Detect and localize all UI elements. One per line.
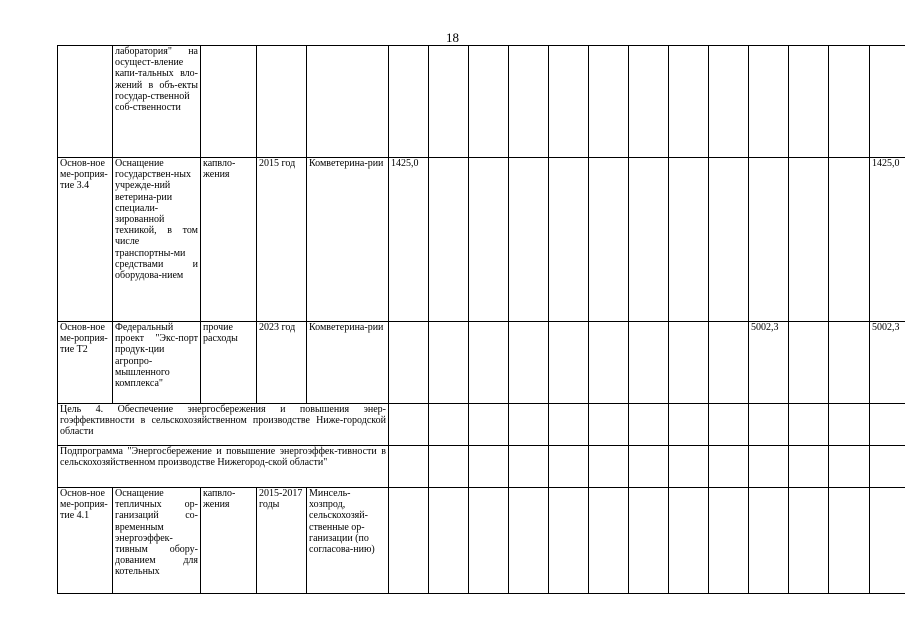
cell-value — [509, 488, 549, 594]
cell-value — [829, 46, 870, 158]
table-row-3-4 — [58, 158, 905, 322]
cell-value — [629, 158, 669, 322]
table-row-4-1 — [58, 488, 905, 594]
cell-value — [549, 46, 589, 158]
cell-value — [709, 446, 749, 488]
cell-value — [829, 158, 870, 322]
cell-value — [589, 404, 629, 446]
cell-period: 2023 год — [257, 322, 307, 404]
cell-value — [789, 46, 829, 158]
cell-value — [709, 488, 749, 594]
cell-funding — [201, 46, 257, 158]
cell-value — [389, 46, 429, 158]
cell-value — [549, 158, 589, 322]
cell-executor: Комветерина-рии — [307, 322, 389, 404]
cell-value — [669, 46, 709, 158]
cell-description: Федеральный проект "Экс-порт продук-ции агропро-мышленного комплекса" — [113, 322, 201, 404]
table-row-subprogram — [58, 446, 905, 488]
cell-value — [429, 46, 469, 158]
cell-value — [749, 488, 789, 594]
cell-total — [870, 446, 905, 488]
cell-total: 5002,3 — [870, 322, 905, 404]
cell-value — [429, 488, 469, 594]
cell-value — [429, 446, 469, 488]
cell-value — [789, 322, 829, 404]
cell-funding: капвло-жения — [201, 158, 257, 322]
cell-value — [469, 446, 509, 488]
cell-value — [789, 488, 829, 594]
cell-executor: Минсель-хозпрод, сельскохозяй-ственные ор-ганизации (по согласова-нию) — [307, 488, 389, 594]
cell-value — [669, 446, 709, 488]
cell-funding: прочие расходы — [201, 322, 257, 404]
cell-value — [709, 46, 749, 158]
cell-value — [469, 404, 509, 446]
cell-value — [469, 46, 509, 158]
cell-value — [669, 158, 709, 322]
cell-value — [749, 404, 789, 446]
cell-value: 5002,3 — [749, 322, 789, 404]
cell-value — [389, 404, 429, 446]
cell-event-id: Основ-ное ме-роприя-тие Т2 — [58, 322, 113, 404]
cell-executor: Комветерина-рии — [307, 158, 389, 322]
cell-col1 — [58, 46, 113, 158]
cell-value — [669, 404, 709, 446]
cell-total — [870, 404, 905, 446]
cell-event-id: Основ-ное ме-роприя-тие 4.1 — [58, 488, 113, 594]
cell-description: Оснащение государствен-ных учрежде-ний ветерина-рии специали-зированной техникой, в том числе транспортны-ми средствами и оборудова-нием — [113, 158, 201, 322]
cell-value — [789, 158, 829, 322]
table-row-continuation — [58, 46, 905, 158]
cell-value — [789, 446, 829, 488]
cell-value: 1425,0 — [389, 158, 429, 322]
cell-event-id: Основ-ное ме-роприя-тие 3.4 — [58, 158, 113, 322]
cell-value — [509, 322, 549, 404]
cell-value — [549, 488, 589, 594]
cell-value — [589, 446, 629, 488]
cell-value — [389, 446, 429, 488]
cell-value — [589, 488, 629, 594]
cell-period: 2015-2017 годы — [257, 488, 307, 594]
cell-value — [749, 46, 789, 158]
cell-value — [509, 404, 549, 446]
cell-value — [829, 488, 870, 594]
table-row-t2 — [58, 322, 905, 404]
cell-funding: капвло-жения — [201, 488, 257, 594]
cell-value — [669, 488, 709, 594]
cell-value — [749, 446, 789, 488]
cell-value — [629, 46, 669, 158]
cell-value — [469, 158, 509, 322]
cell-total: 1425,0 — [870, 158, 905, 322]
cell-value — [829, 322, 870, 404]
goal-heading: Цель 4. Обеспечение энергосбережения и повышения энер-гоэффективности в сельскохозяйственном производстве Ниже-городской области — [58, 404, 389, 446]
cell-period — [257, 46, 307, 158]
cell-value — [589, 46, 629, 158]
cell-value — [629, 446, 669, 488]
cell-value — [469, 488, 509, 594]
cell-value — [709, 158, 749, 322]
cell-value — [709, 404, 749, 446]
cell-value — [549, 404, 589, 446]
table-row-goal-4 — [58, 404, 905, 446]
cell-value — [789, 404, 829, 446]
cell-executor — [307, 46, 389, 158]
subprogram-heading: Подпрограмма "Энергосбережение и повышение энергоэффек-тивности в сельскохозяйственном производстве Нижегород-ской области" — [58, 446, 389, 488]
cell-total — [870, 488, 905, 594]
cell-value — [509, 46, 549, 158]
cell-description: Оснащение тепличных ор-ганизаций со-временным энергоэффек-тивным обору-дованием для котельных — [113, 488, 201, 594]
cell-value — [389, 488, 429, 594]
cell-total — [870, 46, 905, 158]
cell-value — [509, 446, 549, 488]
cell-value — [749, 158, 789, 322]
cell-value — [589, 158, 629, 322]
cell-description: лаборатория" на осущест-вление капи-тальных вло-жений в объ-екты государ-ственной соб-ственности — [113, 46, 201, 158]
cell-value — [429, 404, 469, 446]
cell-value — [389, 322, 429, 404]
cell-period: 2015 год — [257, 158, 307, 322]
cell-value — [429, 158, 469, 322]
cell-value — [829, 446, 870, 488]
cell-value — [629, 488, 669, 594]
cell-value — [709, 322, 749, 404]
cell-value — [549, 446, 589, 488]
cell-value — [509, 158, 549, 322]
cell-value — [629, 404, 669, 446]
cell-value — [629, 322, 669, 404]
page-number: 18 — [446, 30, 459, 45]
cell-value — [549, 322, 589, 404]
cell-value — [429, 322, 469, 404]
cell-value — [829, 404, 870, 446]
cell-value — [469, 322, 509, 404]
budget-table — [57, 45, 905, 594]
cell-value — [589, 322, 629, 404]
cell-value — [669, 322, 709, 404]
